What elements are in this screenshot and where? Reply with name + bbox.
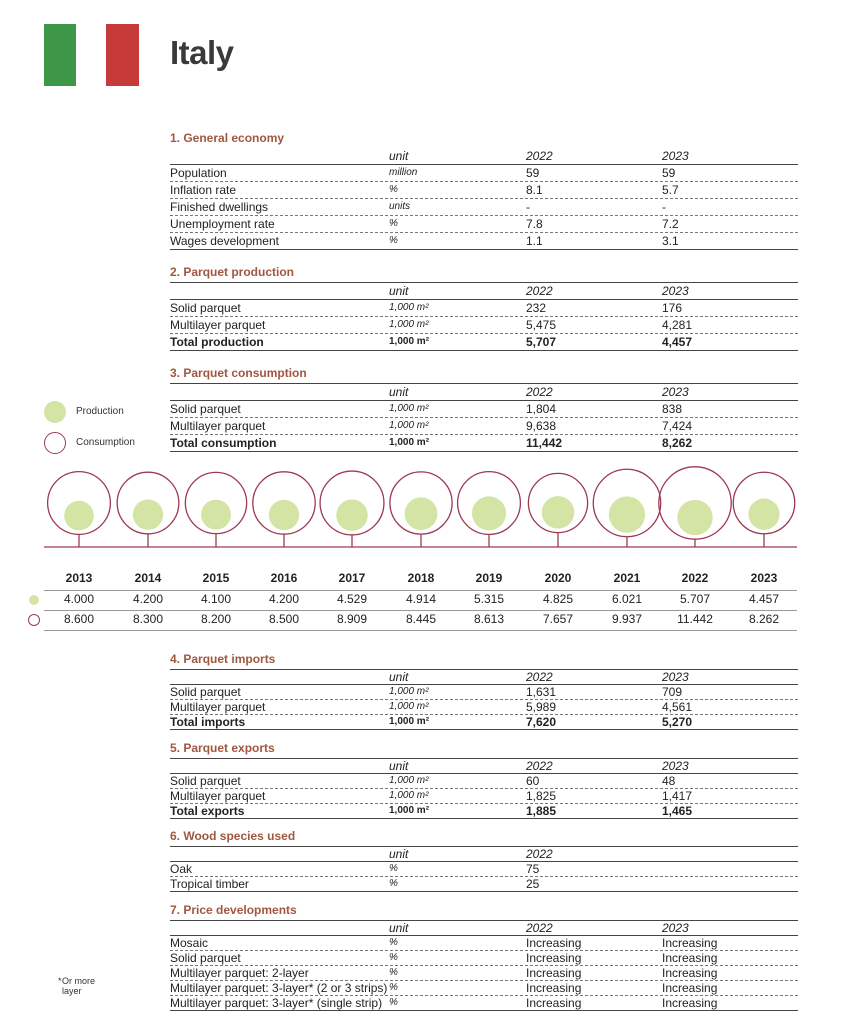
table-row <box>170 401 798 418</box>
year-label: 2018 <box>407 571 435 585</box>
table-cell: Wages development <box>170 234 279 248</box>
table-cell: Inflation rate <box>170 183 237 197</box>
table-cell: Multilayer parquet: 3-layer* (single strip) <box>170 996 383 1010</box>
table-cell: 5,989 <box>526 700 557 714</box>
year-label: 2020 <box>544 571 572 585</box>
table-cell: 1,000 m² <box>389 790 429 801</box>
production-bubble-2013 <box>64 501 94 531</box>
table-cell: 59 <box>526 166 540 180</box>
table-cell: unit <box>389 759 409 773</box>
table-cell: % <box>389 863 398 874</box>
table-cell: 2022 <box>526 847 553 861</box>
table-cell: 1,417 <box>662 789 693 803</box>
table-cell: 5.7 <box>662 183 679 197</box>
year-label: 2023 <box>750 571 778 585</box>
table-cell: 5,475 <box>526 318 557 332</box>
production-value: 4.825 <box>542 592 574 606</box>
section-heading: 1. General economy <box>170 131 285 145</box>
table-row <box>170 317 798 334</box>
table-cell: 2023 <box>662 759 689 773</box>
table-cell: Multilayer parquet <box>170 700 266 714</box>
table-row <box>170 233 798 250</box>
table-cell: Increasing <box>526 996 582 1010</box>
consumption-value: 8.200 <box>200 612 232 626</box>
production-bubble-2021 <box>609 496 645 532</box>
table-cell: 1,000 m² <box>389 420 429 431</box>
table-cell: % <box>389 952 398 963</box>
table-cell: 1,804 <box>526 402 557 416</box>
consumption-value: 8.445 <box>405 612 437 626</box>
consumption-value: 8.300 <box>132 612 164 626</box>
year-label: 2014 <box>134 571 162 585</box>
footnote <box>58 976 96 996</box>
production-bubble-2023 <box>748 499 779 530</box>
unit-header: unit <box>389 149 409 163</box>
table-cell: 1,000 m² <box>389 336 430 347</box>
table-cell: 838 <box>662 402 683 416</box>
section-parquet-consumption <box>170 366 798 452</box>
year-header-2023: 2023 <box>662 149 689 163</box>
table-row <box>170 996 798 1011</box>
table-cell: 1,000 m² <box>389 775 429 786</box>
table-cell: 7.2 <box>662 217 679 231</box>
table-cell: Total production <box>170 335 264 349</box>
table-cell: 8,262 <box>662 436 693 450</box>
table-cell: 709 <box>662 685 683 699</box>
table-cell: Solid parquet <box>170 402 241 416</box>
page-title: Italy <box>170 34 234 71</box>
divider <box>44 610 797 611</box>
table-cell <box>170 921 389 935</box>
section-heading: 5. Parquet exports <box>170 741 275 755</box>
consumption-value: 8.600 <box>63 612 95 626</box>
production-bubble-2015 <box>201 500 231 530</box>
table-cell: Unemployment rate <box>170 217 275 231</box>
table-cell: 48 <box>662 774 676 788</box>
table-cell: % <box>389 235 398 246</box>
table-cell: Population <box>170 166 227 180</box>
table-cell: 60 <box>526 774 540 788</box>
table-cell: Total exports <box>170 804 245 818</box>
table-cell: 8.1 <box>526 183 543 197</box>
year-labels-row <box>0 571 858 589</box>
table-cell: Finished dwellings <box>170 200 269 214</box>
table-cell: % <box>389 937 398 948</box>
table-header <box>170 846 798 862</box>
section-heading: 2. Parquet production <box>170 265 295 279</box>
production-value: 4.914 <box>405 592 437 606</box>
table-cell: 1.1 <box>526 234 543 248</box>
flag-green-stripe <box>44 24 76 86</box>
table-cell: 4,457 <box>662 335 693 349</box>
footnote-line: Or more <box>62 976 96 986</box>
table-cell: 7,424 <box>662 419 693 433</box>
table-cell: Increasing <box>526 981 582 995</box>
table-cell: % <box>389 982 398 993</box>
table-cell: 2022 <box>526 759 553 773</box>
table-row <box>170 936 798 951</box>
table-cell: units <box>389 201 411 212</box>
table-total-row <box>170 334 798 351</box>
consumption-value: 8.500 <box>268 612 300 626</box>
legend-production-label: Production <box>76 406 124 417</box>
table-cell: % <box>389 878 398 889</box>
table-cell: 1,631 <box>526 685 557 699</box>
table-cell: 232 <box>526 301 547 315</box>
table-cell: million <box>389 167 418 178</box>
bubble-chart <box>0 455 858 555</box>
table-row <box>170 951 798 966</box>
section-price-developments <box>170 903 798 1011</box>
table-cell: 1,000 m² <box>389 302 429 313</box>
table-cell <box>170 847 389 861</box>
table-cell: 7,620 <box>526 715 557 729</box>
table-total-row <box>170 804 798 819</box>
production-bubble-2020 <box>542 496 575 529</box>
table-cell: 3.1 <box>662 234 679 248</box>
table-cell: 4,281 <box>662 318 693 332</box>
production-value: 6.021 <box>611 592 643 606</box>
production-bubble-2019 <box>472 496 506 530</box>
table-cell: 1,885 <box>526 804 557 818</box>
table-cell: 2023 <box>662 670 689 684</box>
table-cell: unit <box>389 847 409 861</box>
consumption-value: 8.909 <box>336 612 368 626</box>
table-cell: 2023 <box>662 921 689 935</box>
table-row <box>170 877 798 892</box>
table-cell <box>662 847 798 861</box>
year-label: 2022 <box>681 571 709 585</box>
consumption-value: 8.262 <box>748 612 780 626</box>
table-cell: Increasing <box>662 996 718 1010</box>
production-bubble-2022 <box>677 500 712 535</box>
table-cell: 2022 <box>526 670 553 684</box>
footnote-line: layer <box>62 986 82 996</box>
table-cell <box>662 877 798 891</box>
table-cell: 4,561 <box>662 700 693 714</box>
consumption-values-row <box>0 612 858 630</box>
table-cell: 2022 <box>526 921 553 935</box>
table-cell: 1,825 <box>526 789 557 803</box>
table-row <box>170 685 798 700</box>
table-cell: 2022 <box>526 385 553 399</box>
table-cell: Increasing <box>526 951 582 965</box>
table-cell: 176 <box>662 301 683 315</box>
table-header <box>170 383 798 401</box>
table-cell: % <box>389 184 398 195</box>
table-cell: Increasing <box>526 936 582 950</box>
table-row <box>170 774 798 789</box>
table-cell <box>170 384 389 400</box>
production-value: 4.457 <box>748 592 780 606</box>
table-cell: unit <box>389 284 409 298</box>
footnote-star: * <box>58 976 62 986</box>
divider <box>44 590 797 591</box>
table-cell <box>170 670 389 684</box>
table-cell: 1,000 m² <box>389 403 429 414</box>
table-cell: Solid parquet <box>170 685 241 699</box>
year-label: 2021 <box>613 571 641 585</box>
table-cell: Oak <box>170 862 193 876</box>
table-cell: Increasing <box>662 966 718 980</box>
section-heading: 3. Parquet consumption <box>170 366 307 380</box>
consumption-legend-marker <box>44 432 66 454</box>
production-bubble-2018 <box>405 497 438 530</box>
legend-consumption-label: Consumption <box>76 437 135 448</box>
section-parquet-exports <box>170 741 798 819</box>
table-cell: 2022 <box>526 284 553 298</box>
consumption-value: 9.937 <box>611 612 643 626</box>
table-cell: 2023 <box>662 385 689 399</box>
table-cell: 11,442 <box>526 436 563 450</box>
consumption-value: 11.442 <box>677 612 713 626</box>
table-cell: Total consumption <box>170 436 277 450</box>
table-cell: Solid parquet <box>170 774 241 788</box>
production-bubble-2014 <box>133 499 163 529</box>
section-parquet-production <box>170 265 798 351</box>
table-cell: Increasing <box>662 951 718 965</box>
section-heading: 6. Wood species used <box>170 829 296 843</box>
table-cell: 1,465 <box>662 804 693 818</box>
section-general-economy <box>170 131 798 250</box>
flag-red-stripe <box>106 24 139 86</box>
table-cell: unit <box>389 670 409 684</box>
table-cell: Multilayer parquet: 2-layer <box>170 966 309 980</box>
production-values-row <box>0 592 858 610</box>
table-total-row <box>170 715 798 730</box>
table-row <box>170 789 798 804</box>
table-row <box>170 981 798 996</box>
table-cell <box>170 283 389 299</box>
table-header <box>170 148 798 165</box>
table-row <box>170 862 798 877</box>
production-value: 4.200 <box>268 592 300 606</box>
table-cell: Multilayer parquet <box>170 318 266 332</box>
table-cell: % <box>389 967 398 978</box>
table-cell: % <box>389 997 398 1008</box>
year-label: 2015 <box>202 571 230 585</box>
table-cell: 5,270 <box>662 715 693 729</box>
table-cell: % <box>389 218 398 229</box>
table-cell: 1,000 m² <box>389 805 430 816</box>
section-heading: 7. Price developments <box>170 903 297 917</box>
production-value: 4.000 <box>63 592 95 606</box>
table-cell: Solid parquet <box>170 301 241 315</box>
table-cell: Increasing <box>526 966 582 980</box>
table-header <box>170 669 798 685</box>
table-cell: - <box>662 200 666 214</box>
table-cell: unit <box>389 385 409 399</box>
table-row <box>170 700 798 715</box>
table-header <box>170 758 798 774</box>
table-cell: Mosaic <box>170 936 209 950</box>
table-row <box>170 165 798 182</box>
table-cell: 1,000 m² <box>389 701 429 712</box>
production-value: 5.707 <box>679 592 711 606</box>
table-cell: Solid parquet <box>170 951 241 965</box>
production-bubble-2016 <box>269 500 299 530</box>
year-label: 2016 <box>270 571 298 585</box>
year-label: 2019 <box>475 571 503 585</box>
year-header-2022: 2022 <box>526 149 553 163</box>
production-legend-marker <box>44 401 66 423</box>
table-header <box>170 920 798 936</box>
section-heading: 4. Parquet imports <box>170 652 276 666</box>
table-header <box>170 282 798 300</box>
table-cell <box>662 862 798 876</box>
table-cell: Increasing <box>662 936 718 950</box>
table-cell: 2023 <box>662 284 689 298</box>
production-value: 5.315 <box>473 592 505 606</box>
production-bubble-2017 <box>336 499 367 530</box>
table-cell: 5,707 <box>526 335 557 349</box>
table-row <box>170 199 798 216</box>
table-cell: 75 <box>526 862 540 876</box>
table-cell: unit <box>389 921 409 935</box>
table-cell <box>170 759 389 773</box>
table-cell: Multilayer parquet: 3-layer* (2 or 3 strips) <box>170 981 388 995</box>
table-cell: 1,000 m² <box>389 716 430 727</box>
consumption-value: 8.613 <box>473 612 505 626</box>
table-cell: 59 <box>662 166 676 180</box>
table-cell: 9,638 <box>526 419 557 433</box>
table-row <box>170 418 798 435</box>
year-label: 2013 <box>65 571 93 585</box>
table-cell <box>170 148 389 164</box>
table-row <box>170 300 798 317</box>
table-cell: Multilayer parquet <box>170 789 266 803</box>
consumption-value: 7.657 <box>542 612 574 626</box>
table-row <box>170 216 798 233</box>
table-row <box>170 966 798 981</box>
table-cell: Total imports <box>170 715 246 729</box>
section-wood-species <box>170 829 798 892</box>
table-cell: Multilayer parquet <box>170 419 266 433</box>
table-cell: 7.8 <box>526 217 543 231</box>
production-value: 4.100 <box>200 592 232 606</box>
divider <box>44 630 797 631</box>
table-total-row <box>170 435 798 452</box>
table-cell: - <box>526 200 530 214</box>
production-value: 4.200 <box>132 592 164 606</box>
table-cell: 1,000 m² <box>389 319 429 330</box>
production-value: 4.529 <box>336 592 368 606</box>
table-row <box>170 182 798 199</box>
year-label: 2017 <box>338 571 366 585</box>
table-cell: Increasing <box>662 981 718 995</box>
table-cell: Tropical timber <box>170 877 249 891</box>
table-cell: 1,000 m² <box>389 686 429 697</box>
table-cell: 25 <box>526 877 540 891</box>
section-parquet-imports <box>170 652 798 730</box>
table-cell: 1,000 m² <box>389 437 430 448</box>
